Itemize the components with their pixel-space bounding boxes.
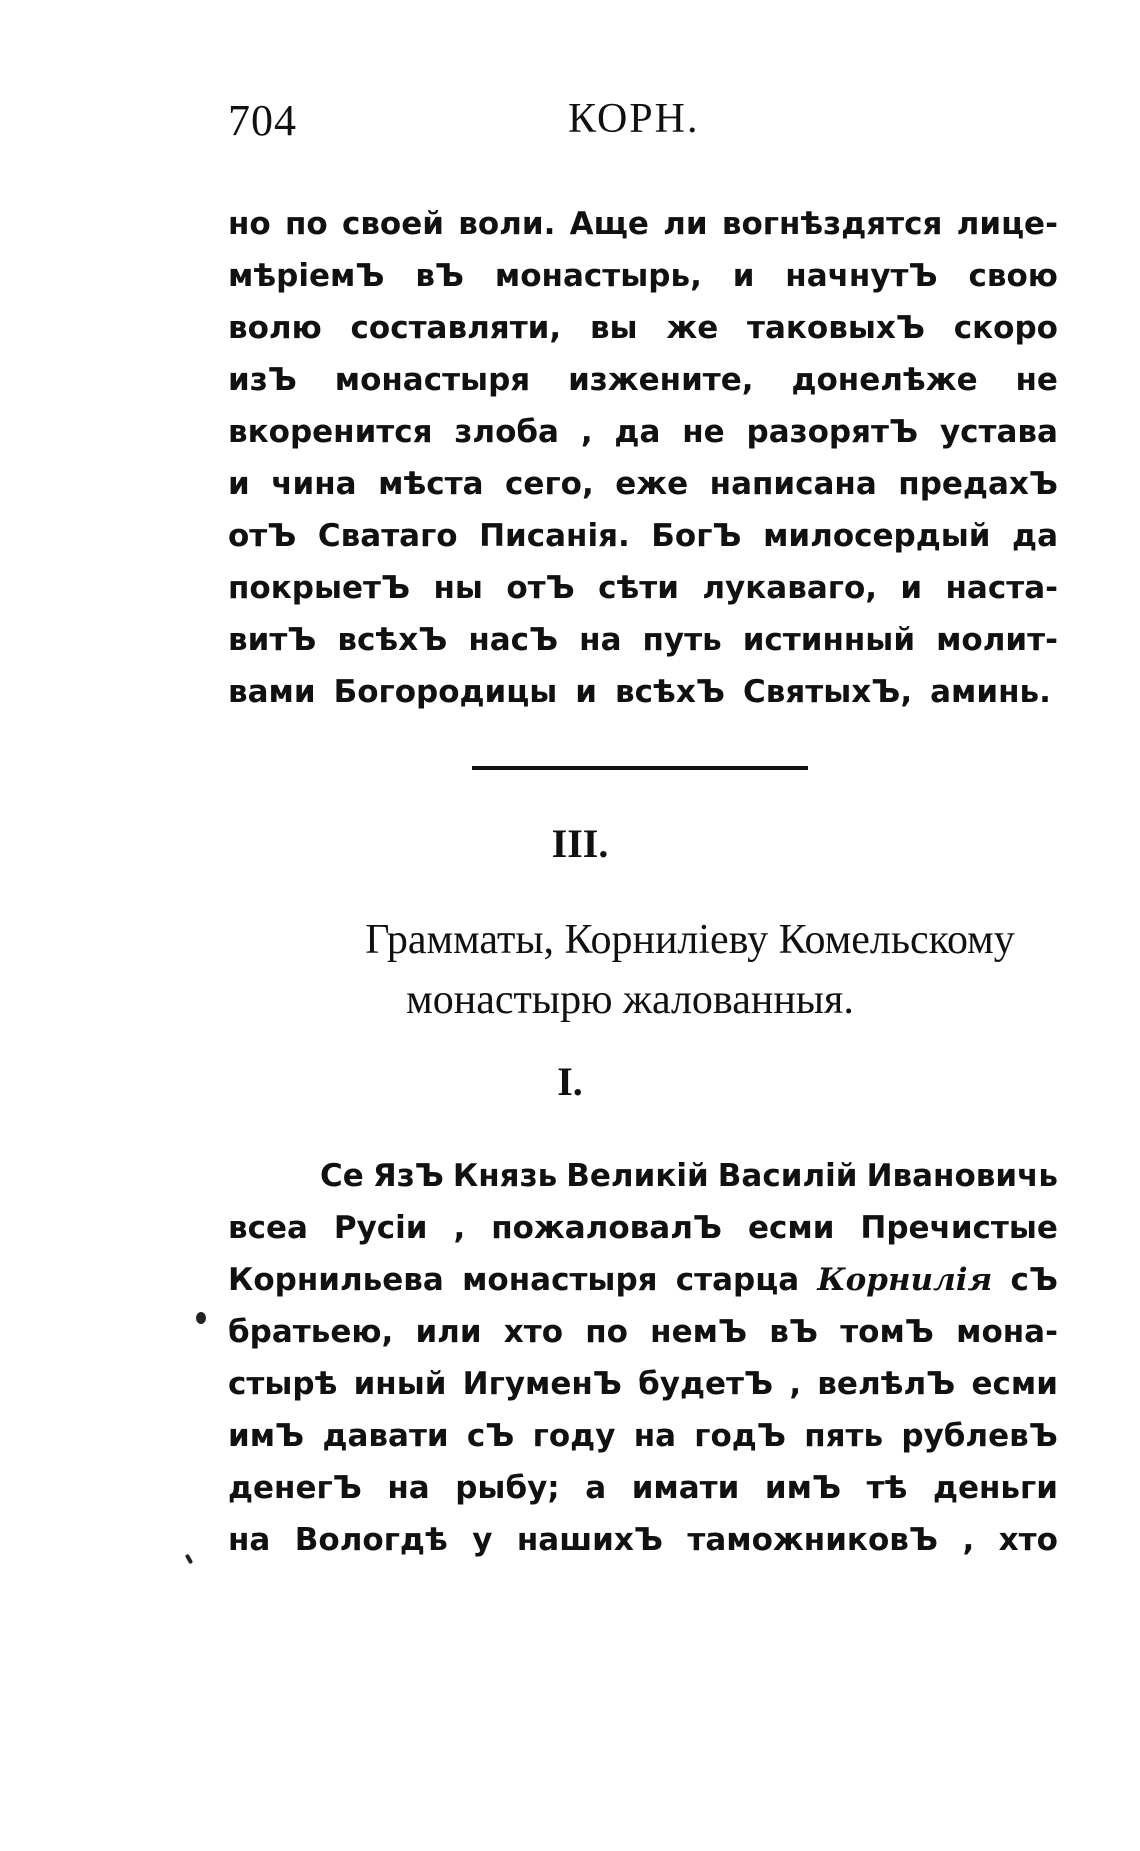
word: сего, [505, 466, 594, 502]
word: , [962, 1522, 975, 1558]
word: изжените, [568, 362, 754, 398]
word: давати [322, 1418, 449, 1454]
word: пять [804, 1418, 884, 1454]
running-head: КОРН. [568, 96, 700, 142]
word: своей [341, 206, 444, 242]
word: имЪ [764, 1470, 842, 1506]
word: мона- [956, 1314, 1058, 1350]
word: Великій [566, 1158, 709, 1194]
text-line [228, 1462, 1058, 1514]
word: СвятыхЪ, [742, 674, 913, 710]
word: да [1012, 518, 1058, 554]
ink-speck [185, 1554, 193, 1565]
word: году [532, 1418, 616, 1454]
text-line [228, 1514, 1058, 1566]
word: нашихЪ [516, 1522, 663, 1558]
page-header [228, 95, 988, 155]
word: не [1015, 362, 1058, 398]
word: витЪ [228, 622, 317, 658]
word: по [284, 206, 328, 242]
word: вы [589, 310, 638, 346]
page-number: 704 [228, 96, 297, 145]
word: и [732, 258, 755, 294]
word: не [682, 414, 725, 450]
word: мѣріемЪ [228, 258, 385, 294]
text-line [228, 1410, 1058, 1462]
word: путь [642, 622, 722, 658]
word: волю [228, 310, 322, 346]
word: еже [615, 466, 689, 502]
word: хто [998, 1522, 1058, 1558]
word: рублевЪ [901, 1418, 1058, 1454]
word: есми [747, 1210, 835, 1246]
section-title-line-2: монастырю жалованныя. [406, 977, 854, 1023]
word: всѣхЪ [615, 674, 725, 710]
text-line [228, 406, 1058, 458]
word: скоро [953, 310, 1058, 346]
word: ИгуменЪ [462, 1366, 622, 1402]
paragraph-closing-text [228, 198, 1058, 718]
text-line [228, 1254, 1058, 1306]
word: вкоренится [228, 414, 433, 450]
word: покрыетЪ [228, 570, 411, 606]
text-line [228, 250, 1058, 302]
text-line [228, 354, 1058, 406]
word: Вологдѣ [294, 1522, 448, 1558]
word: сЪ [1010, 1262, 1058, 1298]
word: и [900, 570, 923, 606]
word: монастыря [462, 1262, 658, 1298]
word: и [228, 466, 250, 502]
word: чина [271, 466, 357, 502]
word: на [228, 1522, 271, 1558]
word: истинный [742, 622, 916, 658]
word: всѣхЪ [337, 622, 448, 658]
word: но [228, 206, 271, 242]
word: братьею, [228, 1314, 394, 1350]
text-line [228, 198, 1058, 250]
word: вами [228, 674, 316, 710]
word: таковыхЪ [747, 310, 925, 346]
word: составляти, [350, 310, 562, 346]
text-line [228, 510, 1058, 562]
word: Богородицы [333, 674, 558, 710]
word: вЪ [769, 1314, 818, 1350]
word: тѣ [866, 1470, 908, 1506]
word: ны [433, 570, 483, 606]
word: всеа [228, 1210, 308, 1246]
word: Корнильева [228, 1262, 444, 1298]
word: хто [503, 1314, 564, 1350]
word: а [585, 1470, 607, 1506]
word: начнутЪ [785, 258, 938, 294]
word: будетЪ [638, 1366, 774, 1402]
word: сѣти [598, 570, 679, 606]
word: монастыря [334, 362, 531, 398]
word: Князь [452, 1158, 558, 1194]
word: да [614, 414, 661, 450]
word: стырѣ [228, 1366, 338, 1402]
text-line [228, 1150, 1058, 1202]
word: ли [663, 206, 708, 242]
word: , [453, 1210, 466, 1246]
word: милосердый [763, 518, 991, 554]
word: отЪ [228, 518, 297, 554]
paragraph-charter-text [228, 1150, 1058, 1566]
word: молит- [936, 622, 1058, 658]
word: Сватаго [317, 518, 458, 554]
word: написана [709, 466, 877, 502]
word: или [415, 1314, 482, 1350]
word: лукаваго, [702, 570, 878, 606]
word: Се [320, 1158, 364, 1194]
word: Корнилія [817, 1262, 993, 1298]
ink-speck [196, 1312, 206, 1324]
word: старца [675, 1262, 800, 1298]
word: у [472, 1522, 493, 1558]
word: Писанія. [479, 518, 630, 554]
word: сЪ [466, 1418, 515, 1454]
word: злоба [454, 414, 559, 450]
word: на [387, 1470, 430, 1506]
word: воли. [458, 206, 556, 242]
word: денегЪ [228, 1470, 362, 1506]
word: свою [968, 258, 1058, 294]
word: иный [353, 1366, 447, 1402]
word: Пречистые [860, 1210, 1058, 1246]
word: Ивановичь [866, 1158, 1058, 1194]
word: БогЪ [651, 518, 742, 554]
word: , [580, 414, 593, 450]
word: устава [939, 414, 1058, 450]
word: есми [971, 1366, 1058, 1402]
word: лице- [956, 206, 1058, 242]
word: Русіи [333, 1210, 428, 1246]
word: изЪ [228, 362, 297, 398]
word: аминь. [930, 674, 1051, 710]
word: же [666, 310, 719, 346]
word: ЯзЪ [372, 1158, 444, 1194]
word: предахЪ [898, 466, 1058, 502]
text-line [228, 1306, 1058, 1358]
word: немЪ [650, 1314, 748, 1350]
word: пожаловалЪ [491, 1210, 723, 1246]
section-divider [472, 766, 808, 770]
word: Василій [717, 1158, 858, 1194]
section-number-iii: III. [551, 821, 609, 866]
text-line [228, 614, 1058, 666]
word: деньги [932, 1470, 1058, 1506]
word: монастырь, [494, 258, 702, 294]
word: донелѣже [791, 362, 978, 398]
word: велѣлЪ [817, 1366, 956, 1402]
section-title-line-1: Грамматы, Корниліеву Комельскому [365, 917, 1015, 963]
text-line [228, 302, 1058, 354]
word: на [633, 1418, 677, 1454]
word: наста- [945, 570, 1058, 606]
word: вЪ [415, 258, 465, 294]
word: отЪ [506, 570, 575, 606]
word: вогнѣздятся [721, 206, 943, 242]
word: на [579, 622, 622, 658]
text-line [228, 1202, 1058, 1254]
text-line [228, 458, 1058, 510]
word: мѣста [378, 466, 484, 502]
word: разорятЪ [746, 414, 919, 450]
word: и [575, 674, 598, 710]
word: имати [631, 1470, 740, 1506]
word: томЪ [840, 1314, 934, 1350]
text-line [228, 666, 1058, 718]
word: насЪ [468, 622, 559, 658]
word: имЪ [228, 1418, 305, 1454]
subsection-number-i: I. [557, 1059, 583, 1104]
word: по [585, 1314, 628, 1350]
text-line [228, 562, 1058, 614]
word: Аще [569, 206, 649, 242]
word: рыбу; [455, 1470, 560, 1506]
text-line [228, 1358, 1058, 1410]
word: таможниковЪ [687, 1522, 938, 1558]
word: , [789, 1366, 802, 1402]
word: годЪ [694, 1418, 786, 1454]
